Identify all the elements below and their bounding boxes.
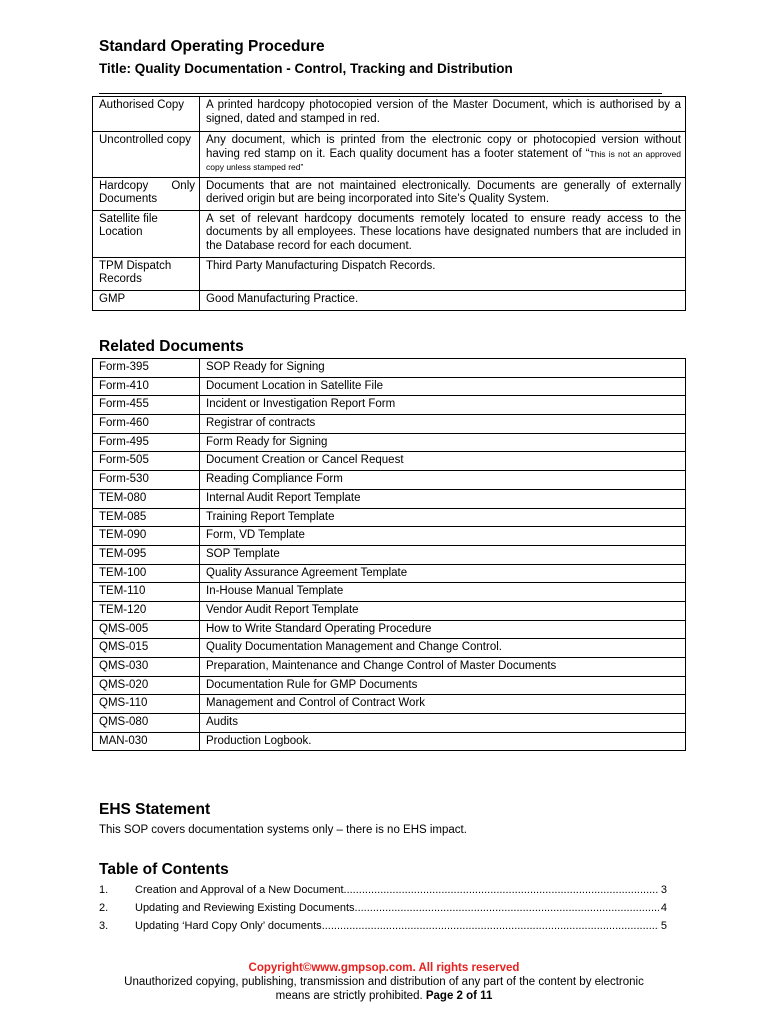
related-document-code: Form-395 [93, 359, 200, 378]
related-document-code: QMS-005 [93, 620, 200, 639]
related-document-row [93, 433, 686, 452]
ehs-heading: EHS Statement [99, 801, 211, 818]
related-document-code: Form-505 [93, 452, 200, 471]
definition-text-main: Any document, which is printed from the electronic copy or photocopied version without having red stamp on it. Each quality document has a footer statement of “ [206, 134, 681, 160]
related-document-code: QMS-015 [93, 639, 200, 658]
definition-row [93, 132, 686, 178]
definition-text [200, 132, 686, 178]
related-document-row [93, 508, 686, 527]
related-document-row [93, 471, 686, 490]
footer-statement-quote: This is not an approved copy unless stamped red” [206, 148, 681, 172]
definition-row [93, 177, 686, 210]
definition-text: Third Party Manufacturing Dispatch Records. [200, 257, 686, 290]
definitions-table [92, 96, 686, 311]
related-document-row [93, 583, 686, 602]
related-document-title: Registrar of contracts [200, 415, 686, 434]
related-document-title: SOP Template [200, 545, 686, 564]
related-document-code: TEM-090 [93, 527, 200, 546]
related-document-code: QMS-020 [93, 676, 200, 695]
document-title [99, 61, 513, 76]
toc-dot-leader [322, 920, 659, 932]
related-document-title: Form, VD Template [200, 527, 686, 546]
related-document-row [93, 714, 686, 733]
related-document-row [93, 489, 686, 508]
related-document-row [93, 732, 686, 751]
related-document-code: QMS-080 [93, 714, 200, 733]
related-document-row [93, 639, 686, 658]
toc-dot-leader [344, 884, 659, 896]
related-document-title: SOP Ready for Signing [200, 359, 686, 378]
toc-item-page: 5 [660, 920, 667, 932]
related-document-code: Form-455 [93, 396, 200, 415]
page-number: Page 2 of 11 [425, 990, 493, 1002]
related-document-row [93, 545, 686, 564]
definition-row [93, 97, 686, 132]
definition-row [93, 290, 686, 310]
definition-row [93, 210, 686, 257]
document-type-heading: Standard Operating Procedure [99, 38, 325, 55]
related-documents-table [92, 358, 686, 751]
related-document-title: Document Creation or Cancel Request [200, 452, 686, 471]
related-document-title: Incident or Investigation Report Form [200, 396, 686, 415]
definition-text: A set of relevant hardcopy documents remotely located to ensure ready access to the documents by all employees. These locations have designated numbers that are included in the Database record for each document. [200, 210, 686, 257]
related-document-row [93, 658, 686, 677]
title-divider [99, 93, 662, 94]
related-document-title: In-House Manual Template [200, 583, 686, 602]
related-document-code: Form-495 [93, 433, 200, 452]
title-text: : Quality Documentation - Control, Tracking and Distribution [126, 61, 513, 76]
definition-term: TPM Dispatch Records [93, 257, 200, 290]
related-document-title: Document Location in Satellite File [200, 377, 686, 396]
definition-term: Satellite file Location [93, 210, 200, 257]
related-document-row [93, 527, 686, 546]
related-document-title: Vendor Audit Report Template [200, 601, 686, 620]
copyright-notice: Copyright©www.gmpsop.com. All rights reserved [248, 962, 520, 974]
related-document-code: TEM-095 [93, 545, 200, 564]
related-document-title: How to Write Standard Operating Procedure [200, 620, 686, 639]
related-document-code: QMS-030 [93, 658, 200, 677]
definition-term: Uncontrolled copy [93, 132, 200, 178]
definition-term: Authorised Copy [93, 97, 200, 132]
ehs-text: This SOP covers documentation systems only – there is no EHS impact. [99, 824, 467, 836]
definition-text: Documents that are not maintained electronically. Documents are generally of externally derived origin but are being incorporated into Site’s Quality System. [200, 177, 686, 210]
toc-item-title: Updating ‘Hard Copy Only’ documents [135, 920, 322, 932]
definition-text: A printed hardcopy photocopied version of the Master Document, which is authorised by a signed, dated and stamped in red. [200, 97, 686, 132]
related-document-row [93, 415, 686, 434]
related-document-title: Form Ready for Signing [200, 433, 686, 452]
related-document-title: Preparation, Maintenance and Change Control of Master Documents [200, 658, 686, 677]
toc-item-page: 3 [660, 884, 667, 896]
toc-item[interactable] [99, 902, 667, 918]
toc-item[interactable] [99, 884, 667, 900]
toc-item-number: 2. [99, 902, 109, 914]
related-document-title: Audits [200, 714, 686, 733]
definition-term: GMP [93, 290, 200, 310]
footer-disclaimer-line1: Unauthorized copying, publishing, transmission and distribution of any part of the content by electronic [124, 976, 644, 988]
related-document-title: Reading Compliance Form [200, 471, 686, 490]
related-document-code: TEM-080 [93, 489, 200, 508]
footer-disclaimer-line2 [80, 989, 688, 1003]
related-document-row [93, 695, 686, 714]
related-document-title: Documentation Rule for GMP Documents [200, 676, 686, 695]
definition-term: Hardcopy Only Documents [93, 177, 200, 210]
related-document-row [93, 359, 686, 378]
toc-item-number: 3. [99, 920, 109, 932]
related-document-row [93, 564, 686, 583]
related-documents-heading: Related Documents [99, 338, 244, 355]
title-label: Title [99, 61, 127, 76]
toc-item-page: 4 [660, 902, 667, 914]
related-document-title: Production Logbook. [200, 732, 686, 751]
related-document-code: TEM-120 [93, 601, 200, 620]
definition-row [93, 257, 686, 290]
toc-item[interactable] [99, 920, 667, 936]
related-document-code: TEM-085 [93, 508, 200, 527]
related-document-title: Quality Documentation Management and Change Control. [200, 639, 686, 658]
related-document-row [93, 396, 686, 415]
related-document-title: Management and Control of Contract Work [200, 695, 686, 714]
related-document-row [93, 452, 686, 471]
toc-item-title: Creation and Approval of a New Document [135, 884, 344, 896]
related-document-row [93, 377, 686, 396]
related-document-code: Form-460 [93, 415, 200, 434]
related-document-code: MAN-030 [93, 732, 200, 751]
toc-item-number: 1. [99, 884, 109, 896]
related-document-row [93, 676, 686, 695]
related-document-code: QMS-110 [93, 695, 200, 714]
related-document-code: Form-410 [93, 377, 200, 396]
related-document-title: Training Report Template [200, 508, 686, 527]
related-document-title: Internal Audit Report Template [200, 489, 686, 508]
related-document-code: TEM-110 [93, 583, 200, 602]
related-document-row [93, 620, 686, 639]
toc-item-title: Updating and Reviewing Existing Documents [135, 902, 355, 914]
footer-disclaimer-line2-text: means are strictly prohibited. [275, 990, 426, 1002]
related-document-title: Quality Assurance Agreement Template [200, 564, 686, 583]
toc-heading: Table of Contents [99, 861, 229, 878]
related-document-row [93, 601, 686, 620]
toc-dot-leader [355, 902, 659, 914]
related-document-code: Form-530 [93, 471, 200, 490]
definition-text: Good Manufacturing Practice. [200, 290, 686, 310]
related-document-code: TEM-100 [93, 564, 200, 583]
